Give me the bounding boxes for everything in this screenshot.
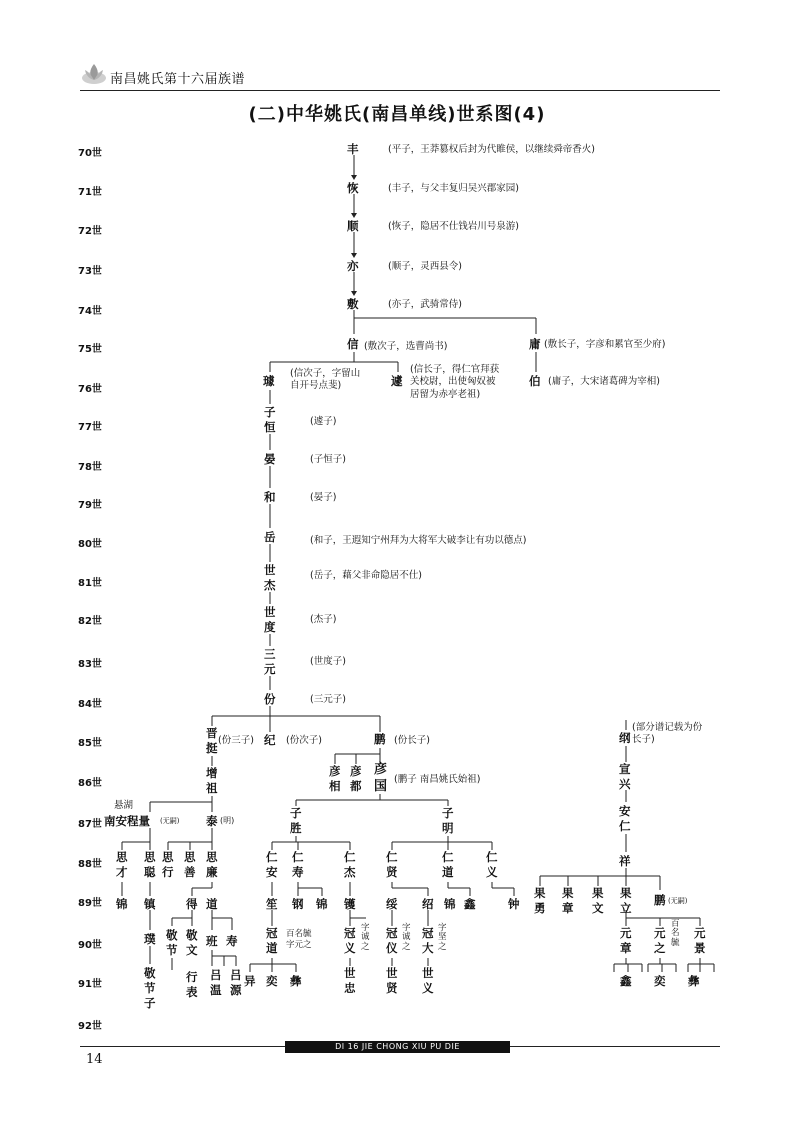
generation-label: 82世 [78,616,102,627]
lineage-note: (鹏子 南昌姚氏始祖) [394,774,481,785]
person-name: 顺 [347,219,359,233]
person-name: 元 章 [620,926,632,955]
generation-label: 75世 [78,344,102,355]
person-name: 遽 [391,374,403,388]
person-name: 和 [264,490,276,504]
person-name: 世 贤 [386,966,398,995]
person-name: 璞 [144,932,156,946]
person-name: 奕 [266,974,278,988]
lineage-note: (丰子，与父丰复归吴兴郡家园) [388,183,519,194]
person-name: 三 元 [264,647,276,676]
lineage-note: (杰子) [310,614,337,625]
person-name: 道 [206,897,218,911]
lineage-note: 字 坚 之 [438,923,447,952]
generation-label: 76世 [78,384,102,395]
person-name: 鑫 [620,974,632,988]
generation-label: 70世 [78,148,102,159]
person-name: 锦 [316,897,328,911]
person-name: 亦 [347,259,359,273]
person-name: 世 度 [264,605,276,634]
person-name: 彦 都 [350,764,362,793]
person-name: 晋 挺 [206,726,218,755]
person-name: 元 之 [654,926,666,955]
lineage-note: (三元子) [310,694,346,705]
person-name: 份 [264,692,276,706]
person-name: 思 聪 [144,850,156,879]
person-name: 冠 大 [422,926,434,955]
person-name: 宣 兴 [619,762,631,791]
lineage-note: (亦子，武骑常侍) [388,299,462,310]
generation-label: 86世 [78,778,102,789]
person-name: 彝 [688,974,700,988]
generation-label: 89世 [78,898,102,909]
lineage-note: 百名毓 字元之 [286,929,312,951]
person-name: 泰 [206,814,218,828]
generation-label: 83世 [78,659,102,670]
person-name: 岳 [264,530,276,544]
lineage-note: (信次子，字留山 自开号点斐) [290,368,361,392]
person-name: 仁 义 [486,850,498,879]
person-name: 果 章 [562,886,574,915]
lineage-note: 字 诚 之 [402,923,411,952]
person-name: 行 表 [186,970,198,999]
person-name: 钢 [292,897,304,911]
footer-banner: DI 16 JIE CHONG XIU PU DIE [285,1041,510,1053]
person-name: 笙 [266,897,278,911]
lineage-note: (岳子，藉父非命隐居不仕) [310,570,422,581]
person-name: 仁 杰 [344,850,356,879]
person-name: 仁 道 [442,850,454,879]
person-name: 鹏 [654,893,666,907]
person-name: 敬 文 [186,928,198,957]
generation-label: 84世 [78,699,102,710]
person-name: 世 义 [422,966,434,995]
person-name: 敷 [347,297,359,311]
person-name: 彝 [290,974,302,988]
person-name: 晏 [264,452,276,466]
person-name: 子 胜 [290,806,302,835]
person-name: 南安程量 [104,814,150,828]
lineage-note: (顺子，灵西县令) [388,261,462,272]
person-name: 冠 仪 [386,926,398,955]
lineage-note: (遽子) [310,416,337,427]
person-name: 果 勇 [534,886,546,915]
person-name: 得 [186,897,198,911]
lineage-note: (世度子) [310,656,346,667]
person-name: 思 行 [162,850,174,879]
person-name: 纪 [264,733,276,747]
lineage-note: (和子，王遐知宁州拜为大将军大破李让有功以德点) [310,535,527,546]
person-name: 丰 [347,142,359,156]
generation-label: 91世 [78,979,102,990]
header-title: 南昌姚氏第十六届族谱 [110,72,246,87]
lineage-note: (份次子) [286,735,322,746]
generation-label: 80世 [78,539,102,550]
person-name: 思 善 [184,850,196,879]
person-name: 信 [347,337,359,351]
person-name: 彦 相 [329,764,341,793]
person-name: 世 忠 [344,966,356,995]
lineage-note: (份长子) [394,735,430,746]
person-name: 伯 [529,374,541,388]
lineage-note: (敷长子，字彦和累官至少府) [544,339,666,350]
person-name: 璩 [263,374,275,388]
person-name: 镬 [344,897,356,911]
lineage-note: (平子，王莽篡权后封为代睢侯，以继续舜帝香火) [388,144,595,155]
person-name: 安 仁 [619,804,631,833]
person-name: 仁 安 [266,850,278,879]
person-name: 异 [244,974,256,988]
lineage-note: 百 名 毓 [671,919,680,948]
person-name: 仁 寿 [292,850,304,879]
person-name: 吕 源 [230,968,242,997]
person-name: 冠 义 [344,926,356,955]
person-name: 增 祖 [206,766,218,795]
person-name: 冠 道 [266,926,278,955]
lineage-note: (明) [220,816,235,825]
lineage-note: 悬湖 [114,800,134,811]
person-name: 思 廉 [206,850,218,879]
lineage-note: (晏子) [310,492,337,503]
person-name: 彦 国 [374,762,388,794]
lineage-note: (子恒子) [310,454,346,465]
person-name: 锦 [116,897,128,911]
person-name: 鹏 [374,732,386,746]
generation-label: 92世 [78,1021,102,1032]
person-name: 绍 [422,897,434,911]
generation-label: 81世 [78,578,102,589]
generation-label: 87世 [78,819,102,830]
lineage-note: (信长子，得仁官拜获 关校尉，出使匈奴被 居留为赤亭老祖) [410,364,500,400]
generation-label: 73世 [78,266,102,277]
person-name: 元 景 [694,926,706,955]
person-name: 敬 节 [166,928,178,957]
person-name: 锦 [444,897,456,911]
person-name: 寿 [226,934,238,948]
person-name: 果 立 [620,886,632,915]
lineage-note: (无嗣) [160,817,180,825]
generation-label: 78世 [78,462,102,473]
generation-label: 74世 [78,306,102,317]
person-name: 吕 温 [210,968,222,997]
person-name: 恢 [347,181,359,195]
generation-label: 72世 [78,226,102,237]
person-name: 敬 节 子 [144,966,156,1010]
person-name: 钟 [508,897,520,911]
person-name: 鑫 [464,897,476,911]
lineage-note: (份三子) [218,735,254,746]
person-name: 仁 贤 [386,850,398,879]
person-name: 思 才 [116,850,128,879]
lineage-note: 字 诚 之 [361,923,370,952]
lineage-note: (恢子，隐居不仕钱岩川号泉游) [388,221,519,232]
generation-label: 77世 [78,422,102,433]
generation-label: 71世 [78,187,102,198]
person-name: 庸 [529,337,541,351]
person-name: 祥 [619,854,631,868]
lineage-note: (无嗣) [668,897,688,905]
person-name: 纲 [619,731,631,745]
lineage-note: (庸子，大宋诸葛碑为宰相) [548,376,660,387]
generation-label: 85世 [78,738,102,749]
generation-label: 90世 [78,940,102,951]
person-name: 镇 [144,897,156,911]
page-number: 14 [86,1052,103,1067]
person-name: 子 恒 [264,405,276,434]
generation-label: 88世 [78,859,102,870]
generation-label: 79世 [78,500,102,511]
person-name: 班 [206,934,218,948]
lineage-note: (部分谱记载为份 长子) [632,722,703,746]
person-name: 子 明 [442,806,454,835]
person-name: 奕 [654,974,666,988]
page-title: (二)中华姚氏(南昌单线)世系图(4) [248,104,546,125]
person-name: 世 杰 [264,563,276,592]
person-name: 绥 [386,897,398,911]
lineage-note: (敷次子，选曹尚书) [364,341,448,352]
person-name: 果 文 [592,886,604,915]
